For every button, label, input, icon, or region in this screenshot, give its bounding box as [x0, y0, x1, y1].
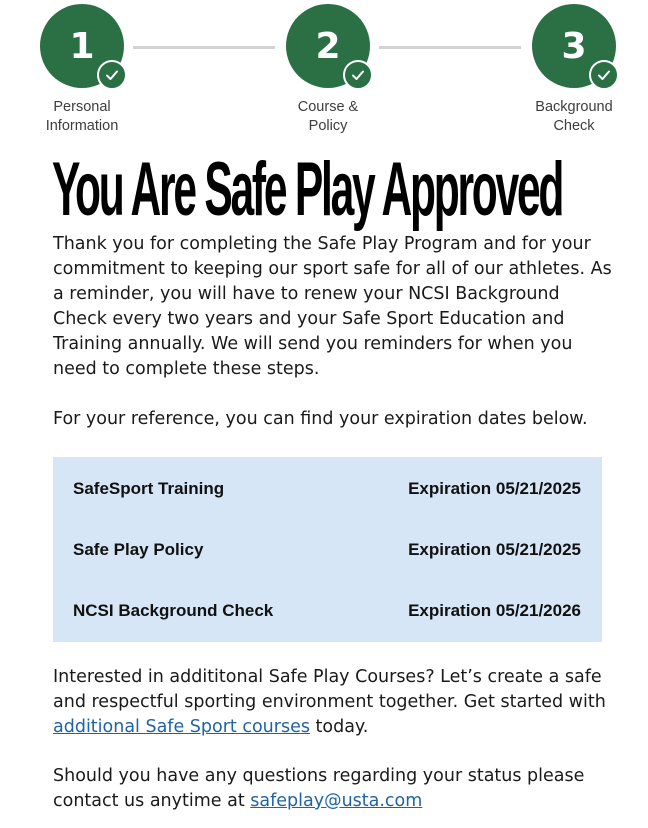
step-label-line: Information	[45, 118, 119, 134]
step-number: 2	[315, 25, 341, 67]
step-connector	[379, 46, 521, 49]
courses-paragraph	[53, 665, 613, 740]
step-label-line: Background	[535, 99, 613, 115]
reference-paragraph: For your reference, you can find your expiration dates below.	[53, 409, 588, 429]
expiration-table	[53, 457, 602, 642]
expiration-item-name: Safe Play Policy	[73, 540, 204, 559]
progress-stepper	[0, 0, 648, 140]
checkmark-icon	[97, 60, 127, 90]
intro-paragraph: Thank you for completing the Safe Play Program and for your commitment to keeping our sport safe for all of our athletes. As a reminder, you will have to renew your NCSI Background Check every two years and your Safe Sport Education and Training annually. We will send you reminders for when you need to complete these steps.	[53, 234, 612, 379]
page-title: You Are Safe Play Approved	[52, 147, 563, 232]
step-number: 1	[69, 25, 95, 67]
expiration-row	[73, 538, 581, 562]
step-label	[22, 98, 142, 136]
expiration-row	[73, 477, 581, 501]
expiration-date: Expiration 05/21/2025	[408, 479, 581, 498]
expiration-row	[73, 599, 581, 623]
step-number: 3	[561, 25, 587, 67]
step-label-line: Course &	[297, 99, 359, 115]
expiration-date: Expiration 05/21/2025	[408, 540, 581, 559]
step-label-line: Policy	[308, 118, 348, 134]
step-label-line: Personal	[53, 99, 111, 115]
step-label	[268, 98, 388, 136]
contact-text: Should you have any questions regarding your status please contact us anytime at	[53, 766, 585, 811]
expiration-date: Expiration 05/21/2026	[408, 601, 581, 620]
courses-text-end: today.	[309, 717, 369, 737]
safe-sport-courses-link[interactable]: additional Safe Sport courses	[53, 717, 310, 737]
checkmark-icon	[343, 60, 373, 90]
contact-email-link[interactable]: safeplay@usta.com	[250, 791, 423, 811]
courses-text: Interested in addititonal Safe Play Courses? Let’s create a safe and respectful sporting environment together. Get started with	[53, 667, 606, 712]
step-label-line: Check	[553, 118, 595, 134]
step-label	[514, 98, 634, 136]
step-connector	[133, 46, 275, 49]
contact-paragraph	[53, 764, 613, 814]
checkmark-icon	[589, 60, 619, 90]
expiration-item-name: NCSI Background Check	[73, 601, 274, 620]
expiration-item-name: SafeSport Training	[73, 479, 225, 498]
